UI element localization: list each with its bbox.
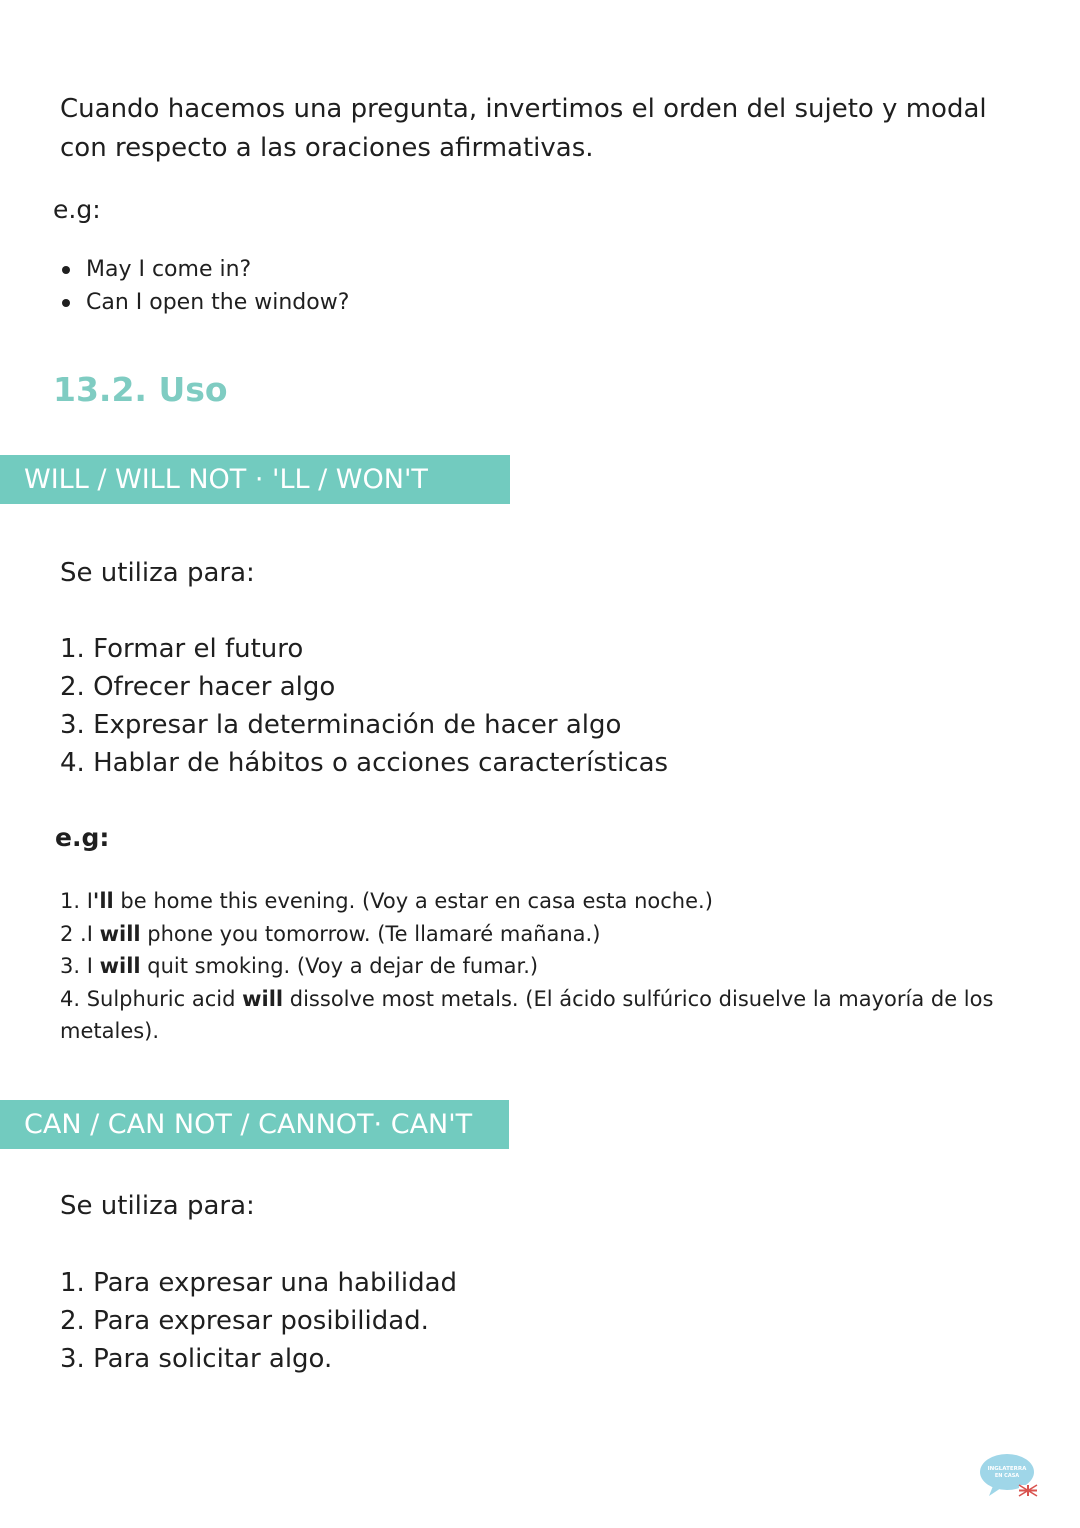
example-rest: phone you tomorrow. (Te llamaré mañana.) [140, 921, 601, 946]
intro-paragraph: Cuando hacemos una pregunta, invertimos el orden del sujeto y modal con respecto a las oraciones afirmativas. [60, 94, 987, 163]
can-uses-intro: Se utiliza para: [60, 1191, 255, 1221]
list-item: May I come in? [60, 253, 349, 286]
list-item: 3. Expresar la determinación de hacer algo [60, 710, 622, 740]
example-modal: will [242, 986, 284, 1011]
section-title: 13.2. Uso [53, 370, 228, 409]
will-uses-list [60, 630, 668, 782]
example-prefix: 3. I [60, 954, 100, 979]
logo-text-line2: EN CASA [994, 1473, 1020, 1479]
will-examples-list [60, 885, 1020, 1048]
can-banner: CAN / CAN NOT / CANNOT· CAN'T [0, 1100, 509, 1149]
list-item: 4. Hablar de hábitos o acciones características [60, 748, 669, 778]
example-modal: 'll [92, 889, 114, 913]
example-modal: will [99, 921, 141, 946]
uk-flag-icon [1019, 1485, 1037, 1496]
logo-text-line1: INGLATERRA [987, 1466, 1027, 1472]
list-item: Can I open the window? [60, 286, 349, 319]
example-rest: dissolve most metals. (El ácido sulfúrico disuelve la mayoría de los metales). [60, 986, 994, 1044]
example-rest: be home this evening. (Voy a estar en casa esta noche.) [113, 889, 713, 913]
will-banner: WILL / WILL NOT · 'LL / WON'T [0, 455, 510, 504]
example-item [60, 918, 1020, 951]
example-prefix: 4. Sulphuric acid [60, 986, 243, 1011]
list-item: 2. Para expresar posibilidad. [60, 1306, 429, 1336]
eg-label: e.g: [53, 195, 101, 224]
list-item: 1. Para expresar una habilidad [60, 1268, 458, 1298]
will-eg-label: e.g: [55, 823, 110, 852]
example-rest: quit smoking. (Voy a dejar de fumar.) [140, 954, 539, 979]
example-modal: will [99, 954, 141, 979]
logo-bubble [980, 1454, 1034, 1490]
example-item [60, 983, 1020, 1048]
list-item: 1. Formar el futuro [60, 634, 304, 664]
list-item: 3. Para solicitar algo. [60, 1344, 333, 1374]
example-item [60, 950, 1020, 983]
can-uses-list [60, 1264, 457, 1378]
example-prefix: 2 .I [60, 921, 100, 946]
list-item: 2. Ofrecer hacer algo [60, 672, 336, 702]
question-examples-list [60, 253, 349, 319]
brand-logo [979, 1452, 1039, 1498]
example-prefix: 1. I [60, 889, 93, 913]
example-item [60, 885, 1020, 918]
will-uses-intro: Se utiliza para: [60, 558, 255, 588]
